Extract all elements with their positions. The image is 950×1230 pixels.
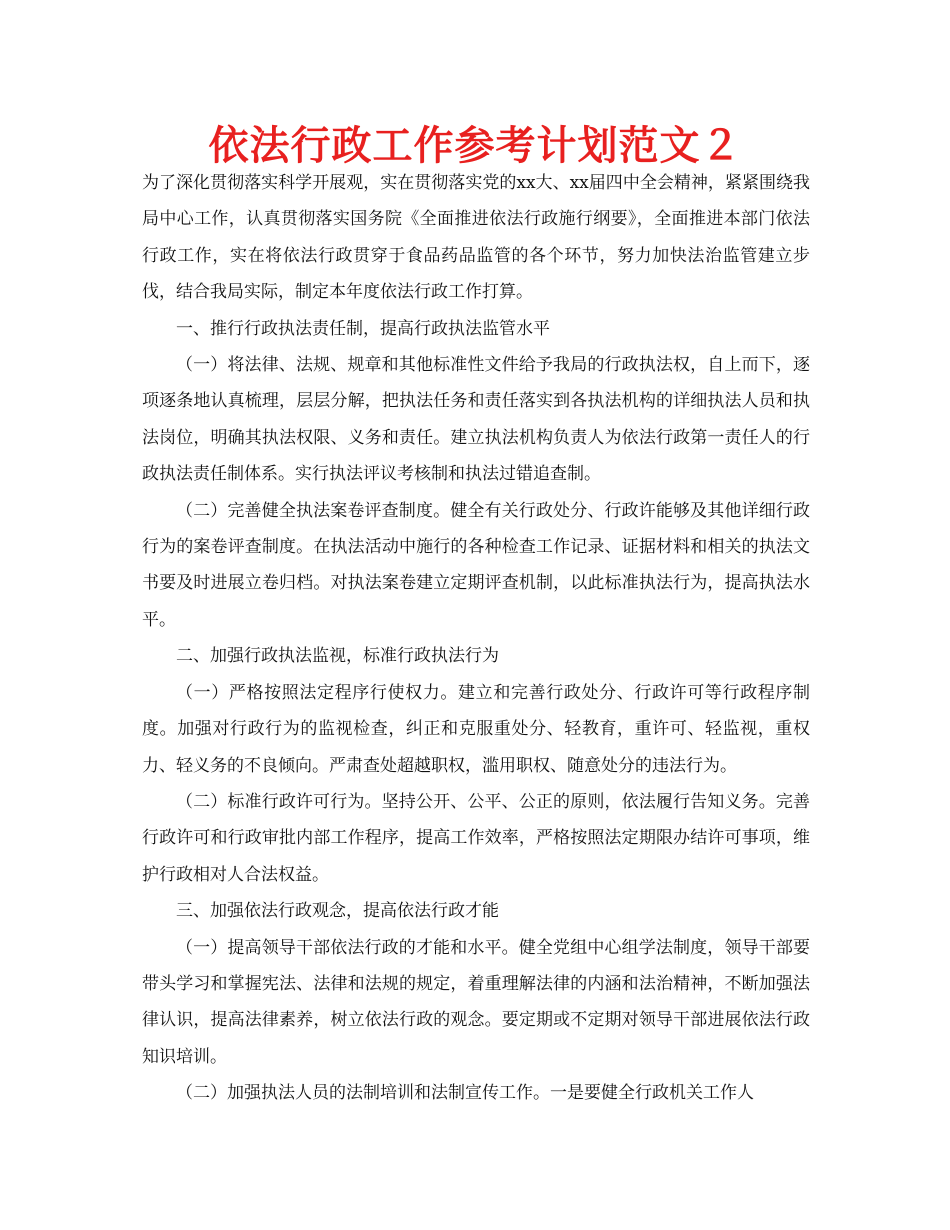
paragraph-2-2: （二）标准行政许可行为。坚持公开、公平、公正的原则，依法履行告知义务。完善行政许可和行政审批内部工作程序，提高工作效率，严格按照法定期限办结许可事项，维护行政相对人合法权益。 xyxy=(142,791,810,885)
paragraph-1-1: （一）将法律、法规、规章和其他标准性文件给予我局的行政执法权，自上而下，逐项逐条地认真梳理，层层分解，把执法任务和责任落实到各执法机构的详细执法人员和执法岗位，明确其执法权限、义务和责任。建立执法机构负责人为依法行政第一责任人的行政执法责任制体系。实行执法评议考核制和执法过错追查制。 xyxy=(142,355,810,485)
section-heading-2: 二、加强行政执法监视，标准行政执法行为 xyxy=(176,646,499,667)
intro-paragraph: 为了深化贯彻落实科学开展观，实在贯彻落实党的xx大、xx届四中全会精神，紧紧围绕我局中心工作，认真贯彻落实国务院《全面推进依法行政施行纲要》，全面推进本部门依法行政工作，实在将依法行政贯穿于食品药品监管的各个环节，努力加快法治监管建立步伐，结合我局实际，制定本年度依法行政工作打算。 xyxy=(142,173,810,303)
paragraph-3-2: （二）加强执法人员的法制培训和法制宣传工作。一是要健全行政机关工作人 xyxy=(176,1083,754,1104)
paragraph-2-1: （一）严格按照法定程序行使权力。建立和完善行政处分、行政许可等行政程序制度。加强对行政行为的监视检查，纠正和克服重处分、轻教育，重许可、轻监视，重权力、轻义务的不良倾向。严肃查处超越职权，滥用职权、随意处分的违法行为。 xyxy=(142,682,810,776)
document-title: 依法行政工作参考计划范文２ xyxy=(208,123,742,169)
section-heading-3: 三、加强依法行政观念，提高依法行政才能 xyxy=(176,901,499,922)
paragraph-3-1: （一）提高领导干部依法行政的才能和水平。健全党组中心组学法制度，领导干部要带头学习和掌握宪法、法律和法规的规定，着重理解法律的内涵和法治精神，不断加强法律认识，提高法律素养，树立依法行政的观念。要定期或不定期对领导干部进展依法行政知识培训。 xyxy=(142,937,810,1067)
document-body xyxy=(142,165,810,1112)
section-heading-1: 一、推行行政执法责任制，提高行政执法监管水平 xyxy=(176,318,550,339)
paragraph-1-2: （二）完善健全执法案卷评查制度。健全有关行政处分、行政许能够及其他详细行政行为的案卷评查制度。在执法活动中施行的各种检查工作记录、证据材料和相关的执法文书要及时进展立卷归档。对执法案卷建立定期评查机制，以此标准执法行为，提高执法水平。 xyxy=(142,500,810,630)
